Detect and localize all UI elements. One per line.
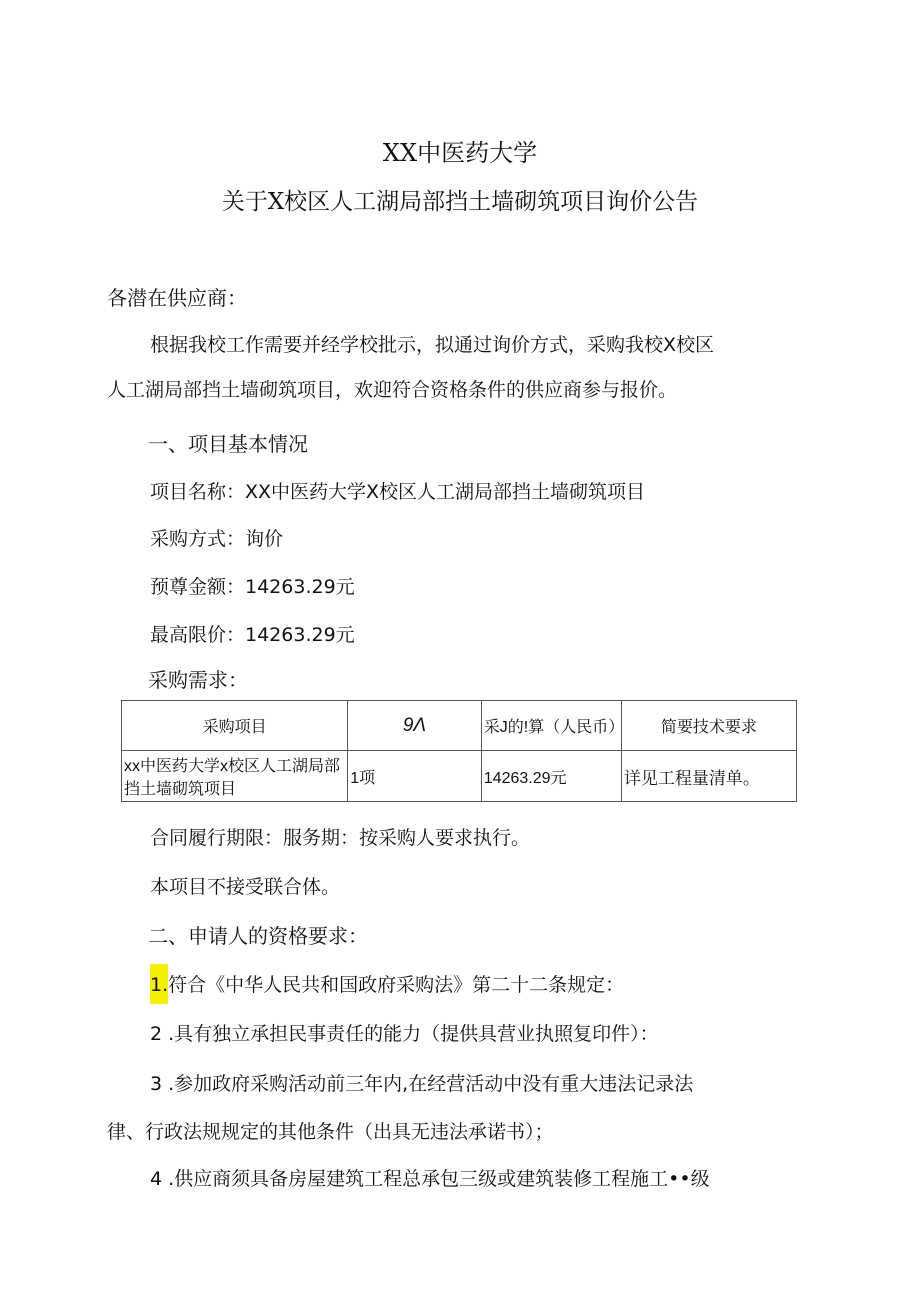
qualification-item-2: 2 .具有独立承担民事责任的能力（提供具营业执照复印件）： bbox=[150, 1023, 659, 1045]
item-number-highlight: 1. bbox=[150, 964, 168, 1004]
requirements-table bbox=[121, 700, 797, 802]
demand-heading: 采购需求： bbox=[148, 668, 248, 692]
table-header-cell: 采J的!算（人民币） bbox=[481, 701, 621, 751]
section2-heading: 二、申请人的资格要求： bbox=[148, 924, 368, 948]
qualification-item-1 bbox=[150, 970, 624, 997]
table-header-cell: 9Λ bbox=[348, 701, 482, 751]
greeting: 各潜在供应商： bbox=[107, 286, 247, 310]
table-cell: 14263.29元 bbox=[481, 751, 621, 802]
table-header-cell: 简要技术要求 bbox=[621, 701, 796, 751]
procurement-method: 采购方式：询价 bbox=[150, 528, 284, 550]
table-cell: 详见工程量清单。 bbox=[621, 751, 796, 802]
section1-heading: 一、项目基本情况 bbox=[148, 432, 308, 456]
table-header-row bbox=[122, 701, 797, 751]
qualification-item-3-line-1: 3 .参加政府采购活动前三年内,在经营活动中没有重大违法记录法 bbox=[150, 1073, 694, 1095]
budget-amount: 预尊金额：14263.29元 bbox=[150, 576, 355, 598]
contract-period: 合同履行期限：服务期：按采购人要求执行。 bbox=[150, 827, 531, 849]
project-name: 项目名称：XX中医药大学X校区人工湖局部挡土墙砌筑项目 bbox=[150, 481, 646, 503]
qualification-item-4: 4 .供应商须具备房屋建筑工程总承包三级或建筑装修工程施工••级 bbox=[150, 1168, 710, 1190]
max-price: 最高限价：14263.29元 bbox=[150, 624, 355, 646]
item-text: 符合《中华人民共和国政府采购法》第二十二条规定： bbox=[168, 974, 625, 996]
qualification-item-3-line-2: 律、行政法规规定的其他条件（出具无违法承诺书）； bbox=[107, 1121, 554, 1143]
table-header-cell: 采购项目 bbox=[122, 701, 348, 751]
title-university: XX中医药大学 bbox=[382, 139, 538, 167]
intro-line-1: 根据我校工作需要并经学校批示，拟通过询价方式，采购我校X校区 bbox=[150, 334, 715, 356]
no-consortium: 本项目不接受联合体。 bbox=[150, 876, 341, 898]
table-row bbox=[122, 751, 797, 802]
table-cell: xx中医药大学x校区人工湖局部挡土墙砌筑项目 bbox=[122, 751, 348, 802]
table-cell: 1项 bbox=[348, 751, 482, 802]
title-announcement: 关于X校区人工湖局部挡土墙砌筑项目询价公告 bbox=[221, 189, 699, 215]
intro-line-2: 人工湖局部挡土墙砌筑项目，欢迎符合资格条件的供应商参与报价。 bbox=[107, 379, 678, 401]
